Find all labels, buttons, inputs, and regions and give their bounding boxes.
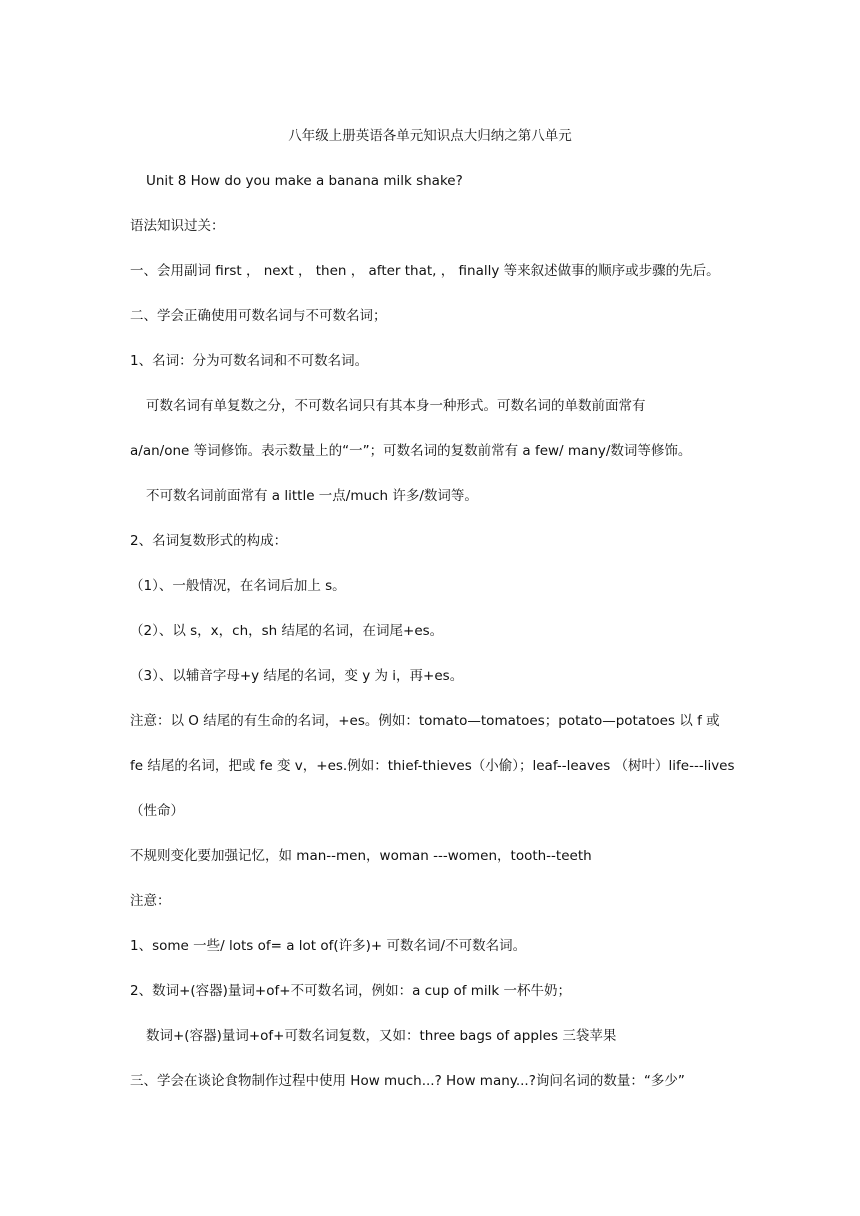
paragraph-line: 1、名词：分为可数名词和不可数名词。 <box>130 353 369 369</box>
paragraph-line: 注意：以 O 结尾的有生命的名词，+es。例如：tomato—tomatoes；potato—potatoes 以 f 或 <box>130 713 720 729</box>
paragraph-line: （2）、以 s，x，ch，sh 结尾的名词，在词尾+es。 <box>130 623 444 639</box>
paragraph-line: 不规则变化要加强记忆，如 man--men，woman ---women，tooth--teeth <box>130 848 592 864</box>
paragraph-line: a/an/one 等词修饰。表示数量上的“一”；可数名词的复数前常有 a few/ many/数词等修饰。 <box>130 443 692 459</box>
paragraph-line: 注意： <box>130 893 171 909</box>
paragraph-line: 二、学会正确使用可数名词与不可数名词； <box>130 308 387 324</box>
section-heading-grammar: 语法知识过关： <box>130 218 225 234</box>
paragraph-line: 可数名词有单复数之分，不可数名词只有其本身一种形式。可数名词的单数前面常有 <box>146 398 646 414</box>
paragraph-line: 不可数名词前面常有 a little 一点/much 许多/数词等。 <box>146 488 478 504</box>
paragraph-line: 数词+(容器)量词+of+可数名词复数，又如：three bags of apples 三袋苹果 <box>146 1028 617 1044</box>
paragraph-line: 2、名词复数形式的构成： <box>130 533 288 549</box>
paragraph-line: （性命） <box>130 803 184 819</box>
paragraph-line: 一、会用副词 first ， next ， then ， after that, ， finally 等来叙述做事的顺序或步骤的先后。 <box>130 263 720 279</box>
unit-heading: Unit 8 How do you make a banana milk shake? <box>146 173 463 189</box>
paragraph-line: 2、数词+(容器)量词+of+不可数名词，例如：a cup of milk 一杯牛奶； <box>130 983 572 999</box>
paragraph-line: fe 结尾的名词，把或 fe 变 v，+es.例如：thief-thieves（小偷）；leaf--leaves （树叶）life---lives <box>130 758 735 774</box>
paragraph-line: 三、学会在谈论食物制作过程中使用 How much...? How many...?询问名词的数量：“多少” <box>130 1073 685 1089</box>
paragraph-line: （3）、以辅音字母+y 结尾的名词，变 y 为 i，再+es。 <box>130 668 464 684</box>
paragraph-line: 1、some 一些/ lots of= a lot of(许多)+ 可数名词/不可数名词。 <box>130 938 527 954</box>
document-title: 八年级上册英语各单元知识点大归纳之第八单元 <box>288 128 572 144</box>
paragraph-line: （1）、一般情况，在名词后加上 s。 <box>130 578 346 594</box>
